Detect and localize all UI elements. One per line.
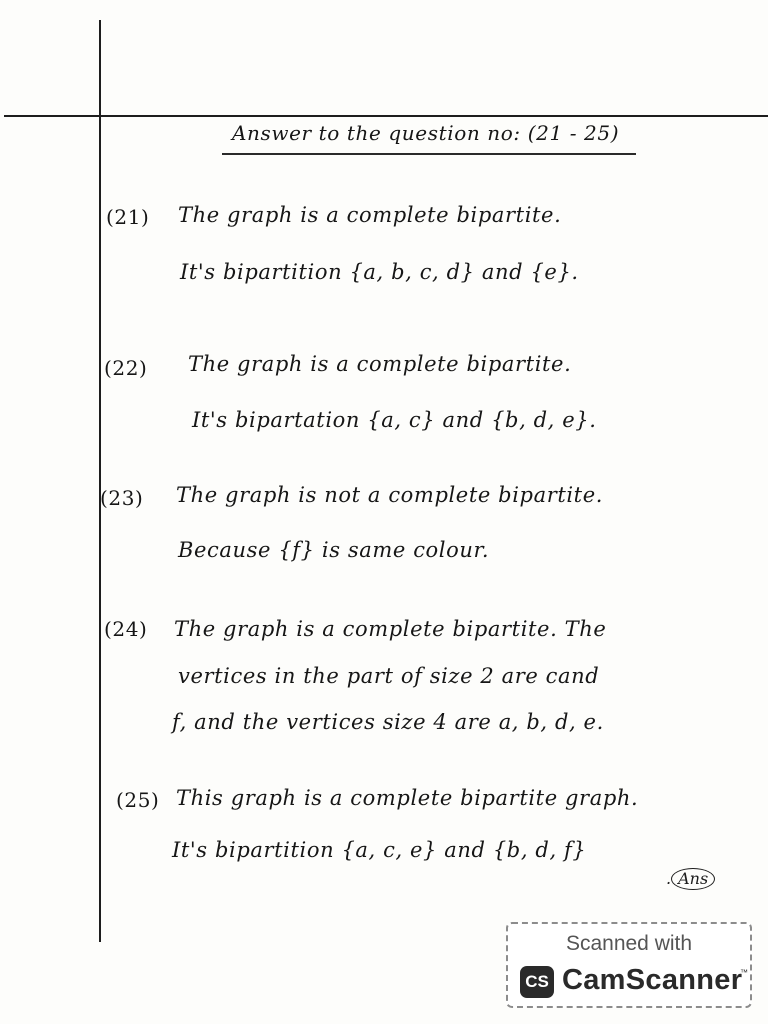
answer-22-number: (22) [104, 356, 148, 380]
answer-22-line-2: It's bipartation {a, c} and {b, d, e}. [192, 408, 597, 432]
answer-23-line-2: Because {f} is same colour. [178, 538, 490, 562]
answer-24-line-1: The graph is a complete bipartite. The [174, 617, 607, 641]
answer-23-number: (23) [100, 486, 144, 510]
answer-mark: . Ans [666, 868, 715, 890]
answer-21-line-2: It's bipartition {a, b, c, d} and {e}. [180, 260, 579, 284]
answer-21-number: (21) [106, 205, 150, 229]
camscanner-logo-icon: CS [520, 966, 554, 998]
answer-25-line-1: This graph is a complete bipartite graph. [176, 786, 639, 810]
header-rule [4, 115, 768, 117]
answer-mark-label: Ans [671, 868, 715, 890]
answer-21-line-1: The graph is a complete bipartite. [178, 203, 562, 227]
trademark-symbol: ™ [740, 968, 748, 977]
margin-line [99, 20, 101, 942]
answer-24-line-2: vertices in the part of size 2 are cand [178, 664, 600, 688]
camscanner-watermark [506, 922, 752, 1008]
answer-23-line-1: The graph is not a complete bipartite. [176, 483, 604, 507]
answer-24-line-3: f, and the vertices size 4 are a, b, d, e. [172, 710, 604, 734]
answer-24-number: (24) [104, 617, 148, 641]
answer-25-line-2: It's bipartition {a, c, e} and {b, d, f} [172, 838, 587, 862]
title-underline [222, 153, 636, 155]
watermark-caption: Scanned with [565, 932, 693, 955]
page-title: Answer to the question no: (21 - 25) [232, 121, 620, 145]
watermark-brand: CamScanner [562, 964, 743, 996]
answer-22-line-1: The graph is a complete bipartite. [188, 352, 572, 376]
answer-25-number: (25) [116, 788, 160, 812]
